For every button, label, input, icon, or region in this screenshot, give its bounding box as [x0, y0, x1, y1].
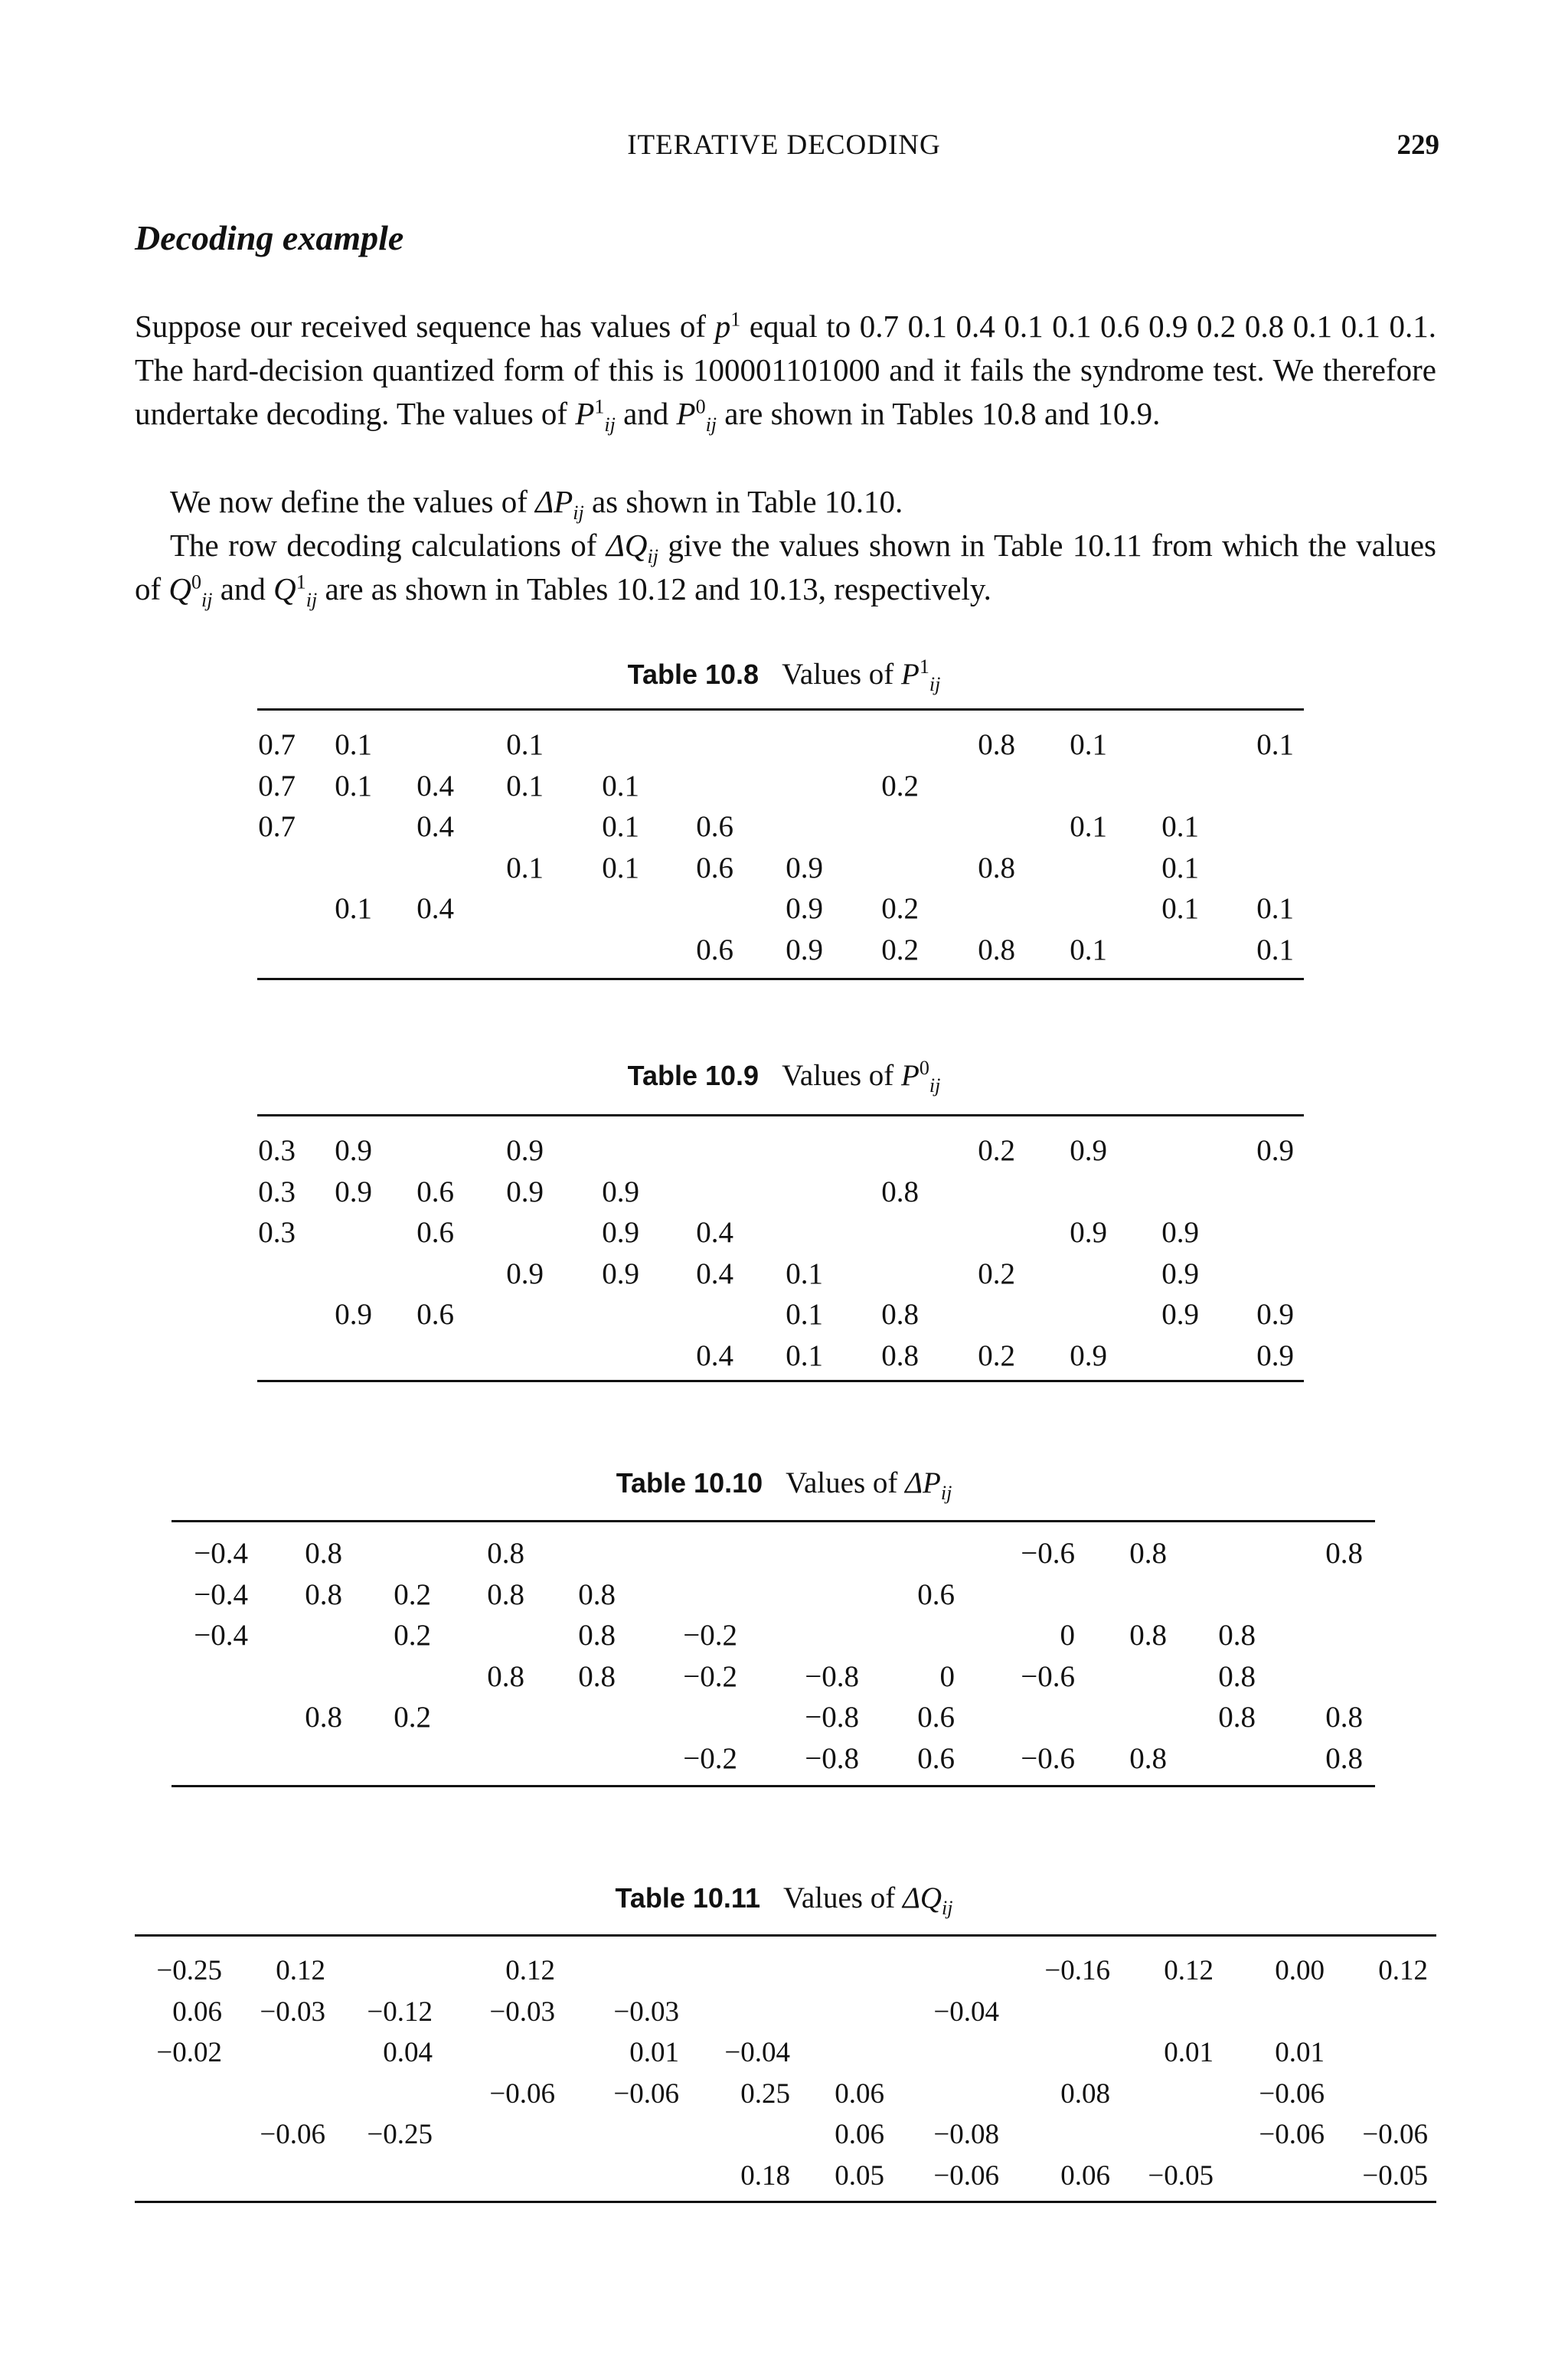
- table-cell: 0.1: [1070, 810, 1107, 843]
- table-cell: 0.08: [1060, 2077, 1110, 2110]
- table-cell: −0.06: [260, 2119, 325, 2150]
- table-cell: 0.8: [978, 728, 1015, 761]
- table-cell: 0.9: [1070, 1216, 1107, 1249]
- table-cell: 0.6: [917, 1741, 955, 1775]
- table-cell: −0.4: [194, 1577, 248, 1611]
- table-cell: −0.6: [1021, 1741, 1075, 1775]
- table-cell: 0.7: [258, 810, 296, 843]
- table-cell: 0.6: [917, 1701, 955, 1734]
- table-cell: −0.4: [194, 1619, 248, 1652]
- table-cell: −0.6: [1021, 1537, 1075, 1570]
- table-cell: 0.25: [740, 2077, 790, 2110]
- table-cell: 0.2: [881, 933, 919, 966]
- table-cell: 0.9: [786, 851, 823, 884]
- table-cell: 0.8: [1218, 1701, 1256, 1734]
- table-cell: −0.06: [933, 2159, 999, 2192]
- table-cell: 0.8: [305, 1537, 342, 1570]
- table-top-rule: [172, 1520, 1375, 1522]
- table-cell: 0.7: [258, 728, 296, 761]
- table-cell: −0.06: [613, 2077, 679, 2110]
- table-cell: 0.8: [1218, 1619, 1256, 1652]
- table-cell: −0.06: [489, 2077, 555, 2110]
- table-cell: 0.1: [506, 851, 544, 884]
- table-cell: 0.9: [602, 1175, 639, 1208]
- table-cell: 0.2: [394, 1577, 431, 1611]
- table-bottom-rule: [257, 1380, 1304, 1382]
- table-cell: 0.6: [696, 810, 733, 843]
- table-cell: 0.8: [1325, 1741, 1363, 1775]
- table-cell: −0.03: [489, 1996, 555, 2028]
- table-cell: 0.9: [786, 933, 823, 966]
- table-cell: 0.9: [506, 1175, 544, 1208]
- table-cell: 0.1: [1161, 892, 1199, 925]
- paragraph-2: We now define the values of $\Delta P_{ij}$ as shown in Table 10.10.: [170, 484, 903, 525]
- table-cell: −0.06: [1259, 2119, 1325, 2150]
- table-cell: −0.06: [1362, 2119, 1428, 2150]
- table-cell: 0.1: [506, 769, 544, 803]
- table-cell: 0.01: [1164, 2037, 1214, 2068]
- table-cell: 0.6: [416, 1298, 454, 1331]
- table-cell: 0.1: [786, 1339, 823, 1372]
- table-cell: 0.1: [335, 892, 372, 925]
- table-cell: 0.2: [881, 769, 919, 803]
- table-cell: 0.4: [696, 1216, 733, 1249]
- table-top-rule: [257, 708, 1304, 711]
- table-cell: 0.8: [578, 1619, 616, 1652]
- table-cell: 0.8: [978, 933, 1015, 966]
- table-cell: 0.1: [1256, 933, 1294, 966]
- table-cell: 0.9: [506, 1257, 544, 1290]
- table-cell: 0.1: [602, 851, 639, 884]
- table-cell: 0.2: [394, 1619, 431, 1652]
- table-caption: Table 10.11 Values of $\Delta Q_{ij}$: [615, 1881, 953, 1919]
- table-cell: 0.6: [416, 1175, 454, 1208]
- table-cell: 0.9: [786, 892, 823, 925]
- page-number: 229: [1396, 129, 1439, 161]
- paragraph-3: The row decoding calculations of $\Delta Q_{ij}$ give the values shown in Table 10.11 from which the values of $Q^0_{ij}$ and $Q^1_{ij}$ are as shown in Tables 10.12 and 10.13, respectively.: [135, 528, 1436, 612]
- table-cell: 0.9: [1256, 1298, 1294, 1331]
- table-cell: −0.04: [724, 2037, 790, 2068]
- table-cell: −0.06: [1259, 2077, 1325, 2110]
- table-cell: −0.6: [1021, 1659, 1075, 1693]
- table-cell: 0.9: [506, 1134, 544, 1167]
- table-cell: 0.12: [276, 1955, 325, 1986]
- section-title: Decoding example: [135, 218, 404, 257]
- table-bottom-rule: [172, 1785, 1375, 1787]
- table-cell: 0.9: [1256, 1339, 1294, 1372]
- table-cell: 0.1: [602, 769, 639, 803]
- table-cell: 0.3: [258, 1216, 296, 1249]
- table-cell: 0.1: [786, 1257, 823, 1290]
- table-cell: 0.06: [1060, 2159, 1110, 2192]
- table-cell: −0.05: [1362, 2159, 1428, 2192]
- table-cell: 0.2: [394, 1701, 431, 1734]
- table-cell: −0.4: [194, 1537, 248, 1570]
- table-cell: 0.9: [1256, 1134, 1294, 1167]
- table-cell: −0.2: [683, 1619, 737, 1652]
- table-cell: 0.1: [1070, 728, 1107, 761]
- table-cell: 0.06: [835, 2077, 884, 2110]
- table-cell: 0.4: [696, 1257, 733, 1290]
- running-head: ITERATIVE DECODING: [627, 129, 941, 161]
- table-cell: 0.1: [1256, 892, 1294, 925]
- table-cell: 0.8: [487, 1537, 524, 1570]
- table-cell: 0.9: [1161, 1216, 1199, 1249]
- table-cell: 0.9: [602, 1257, 639, 1290]
- table-cell: −0.25: [156, 1955, 222, 1986]
- table-cell: 0.3: [258, 1175, 296, 1208]
- table-cell: 0.8: [487, 1577, 524, 1611]
- table-cell: 0.3: [258, 1134, 296, 1167]
- table-bottom-rule: [257, 978, 1304, 980]
- table-cell: 0.4: [416, 769, 454, 803]
- table-cell: −0.8: [805, 1701, 859, 1734]
- table-cell: 0.9: [335, 1298, 372, 1331]
- table-cell: 0.4: [696, 1339, 733, 1372]
- table-cell: 0.05: [835, 2159, 884, 2192]
- table-cell: 0.6: [696, 851, 733, 884]
- table-cell: 0.8: [881, 1339, 919, 1372]
- table-cell: 0.8: [881, 1298, 919, 1331]
- table-cell: 0.6: [917, 1577, 955, 1611]
- table-bottom-rule: [135, 2201, 1436, 2203]
- table-cell: −0.16: [1044, 1955, 1110, 1986]
- table-cell: 0.9: [1070, 1339, 1107, 1372]
- table-cell: 0.9: [1161, 1257, 1199, 1290]
- table-cell: 0.9: [1161, 1298, 1199, 1331]
- table-cell: −0.25: [367, 2119, 433, 2150]
- table-top-rule: [257, 1114, 1304, 1116]
- table-cell: 0.4: [416, 892, 454, 925]
- table-cell: 0.2: [978, 1134, 1015, 1167]
- table-cell: 0.1: [506, 728, 544, 761]
- table-cell: −0.08: [933, 2119, 999, 2150]
- table-cell: 0.8: [881, 1175, 919, 1208]
- table-cell: 0.7: [258, 769, 296, 803]
- table-cell: 0.12: [505, 1955, 555, 1986]
- table-cell: 0.1: [335, 769, 372, 803]
- table-cell: −0.04: [933, 1996, 999, 2028]
- table-cell: 0.1: [602, 810, 639, 843]
- table-cell: −0.2: [683, 1659, 737, 1693]
- table-cell: −0.8: [805, 1659, 859, 1693]
- table-cell: 0.4: [416, 810, 454, 843]
- table-caption: Table 10.8 Values of $P^1_{ij}$: [627, 655, 941, 695]
- table-cell: 0.2: [881, 892, 919, 925]
- table-cell: 0.00: [1275, 1955, 1325, 1986]
- table-cell: 0.1: [1256, 728, 1294, 761]
- table-cell: 0.04: [383, 2037, 433, 2068]
- table-cell: 0.1: [1161, 810, 1199, 843]
- table-cell: 0.8: [1129, 1741, 1167, 1775]
- paragraph-1: Suppose our received sequence has values of $p^1$ equal to 0.7 0.1 0.4 0.1 0.1 0.6 0.9 0.2 0.8 0.1 0.1 0.1. The hard-decision quantized form of this is 100001101000 and it fails the syndrome test. We therefore undertake decoding. The values of $P^1_{ij}$ and $P^0_{ij}$ are shown in Tables 10.8 and 10.9.: [135, 308, 1436, 436]
- table-cell: 0.01: [629, 2037, 679, 2068]
- table-cell: −0.05: [1148, 2159, 1214, 2192]
- table-cell: 0.9: [602, 1216, 639, 1249]
- table-cell: 0.06: [172, 1996, 222, 2028]
- table-cell: 0.8: [578, 1659, 616, 1693]
- table-cell: 0: [939, 1659, 955, 1693]
- table-cell: 0.8: [1325, 1701, 1363, 1734]
- table-cell: −0.03: [260, 1996, 325, 2028]
- table-cell: 0.8: [1325, 1537, 1363, 1570]
- table-cell: 0.01: [1275, 2037, 1325, 2068]
- table-cell: −0.8: [805, 1741, 859, 1775]
- table-cell: 0.9: [335, 1175, 372, 1208]
- table-cell: 0.12: [1378, 1955, 1428, 1986]
- table-top-rule: [135, 1934, 1436, 1937]
- table-caption: Table 10.10 Values of $\Delta P_{ij}$: [616, 1466, 952, 1504]
- table-cell: −0.03: [613, 1996, 679, 2028]
- table-cell: 0.2: [978, 1339, 1015, 1372]
- table-cell: 0.8: [305, 1577, 342, 1611]
- table-cell: 0.1: [786, 1298, 823, 1331]
- table-cell: 0.8: [1129, 1537, 1167, 1570]
- table-cell: 0.6: [416, 1216, 454, 1249]
- table-cell: 0.9: [335, 1134, 372, 1167]
- table-cell: 0.8: [978, 851, 1015, 884]
- table-cell: 0.8: [305, 1701, 342, 1734]
- table-cell: 0.06: [835, 2119, 884, 2150]
- table-cell: 0.1: [1070, 933, 1107, 966]
- table-cell: 0.8: [578, 1577, 616, 1611]
- table-cell: −0.02: [156, 2037, 222, 2068]
- table-cell: 0.18: [740, 2159, 790, 2192]
- table-cell: −0.2: [683, 1741, 737, 1775]
- table-caption: Table 10.9 Values of $P^0_{ij}$: [627, 1057, 941, 1097]
- table-cell: 0.2: [978, 1257, 1015, 1290]
- table-cell: 0.9: [1070, 1134, 1107, 1167]
- table-cell: −0.12: [367, 1996, 433, 2028]
- table-cell: 0.8: [1129, 1619, 1167, 1652]
- table-cell: 0.8: [487, 1659, 524, 1693]
- table-cell: 0.6: [696, 933, 733, 966]
- table-cell: 0.1: [1161, 851, 1199, 884]
- table-cell: 0: [1060, 1619, 1075, 1652]
- table-cell: 0.12: [1164, 1955, 1214, 1986]
- table-cell: 0.1: [335, 728, 372, 761]
- table-cell: 0.8: [1218, 1659, 1256, 1693]
